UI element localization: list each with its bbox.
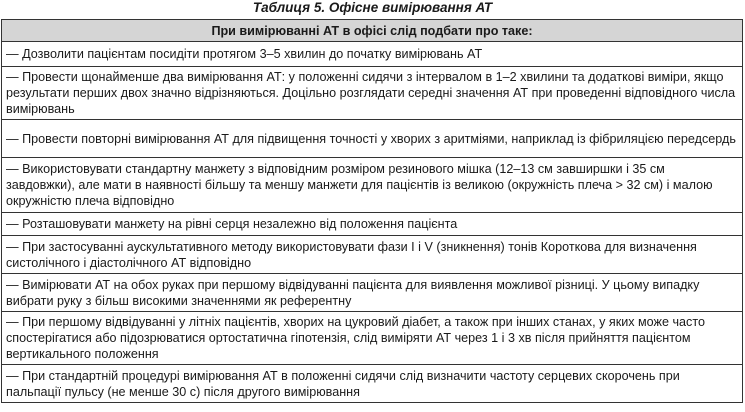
table-row xyxy=(2,120,743,158)
table-header-cell: При вимірюванні АТ в офісі слід подбати про таке: xyxy=(2,20,743,42)
table-header-row xyxy=(2,20,743,42)
table-cell: — Вимірювати АТ на обох руках при першому відвідуванні пацієнта для виявлення можливої різниці. У цьому випадку вибрати руку з більш високими значеннями як референтну xyxy=(2,274,743,312)
table-row xyxy=(2,365,743,403)
table-row xyxy=(2,312,743,365)
table-cell: — При першому відвідуванні у літніх пацієнтів, хворих на цукровий діабет, а також при інших станах, у яких може часто спостерігатися або підозрюватися ортостатична гіпотензія, слід виміряти АТ через 1 і 3 хв після прийняття пацієнтом вертикального положення xyxy=(2,312,743,365)
table-row xyxy=(2,236,743,274)
table-cell: — При стандартній процедурі вимірювання АТ в положенні сидячи слід визначити частоту серцевих скорочень при пальпації пульсу (не менше 30 с) після другого вимірювання xyxy=(2,365,743,403)
recommendations-table xyxy=(1,19,743,403)
table-row xyxy=(2,274,743,312)
table-cell: — Розташовувати манжету на рівні серця незалежно від положення пацієнта xyxy=(2,213,743,236)
table-cell: — Провести щонайменше два вимірювання АТ: у положенні сидячи з інтервалом в 1–2 хвилини та додаткові виміри, якщо результати перших двох значно відрізняються. Доцільно розглядати середні значення АТ при проведенні відповідного числа вимірювань xyxy=(2,67,743,120)
table-row xyxy=(2,67,743,120)
table-cell: — При застосуванні аускультативного методу використовувати фази I і V (зникнення) тонів Короткова для визначення систолічного і діастолічного АТ відповідно xyxy=(2,236,743,274)
table-row xyxy=(2,42,743,67)
table-row xyxy=(2,213,743,236)
table-cell: — Провести повторні вимірювання АТ для підвищення точності у хворих з аритміями, наприклад із фібриляцією передсердь xyxy=(2,120,743,158)
table-cell: — Дозволити пацієнтам посидіти протягом 3–5 хвилин до початку вимірювань АТ xyxy=(2,42,743,67)
table-caption: Таблиця 5. Офісне вимірювання АТ xyxy=(252,0,493,15)
table-cell: — Використовувати стандартну манжету з відповідним розміром резинового мішка (12–13 см завширшки і 35 см завдовжки), але мати в наявності більшу та меншу манжети для пацієнтів із великою (окружність плеча > 32 см) і малою окружністю плеча відповідно xyxy=(2,158,743,213)
table-row xyxy=(2,158,743,213)
